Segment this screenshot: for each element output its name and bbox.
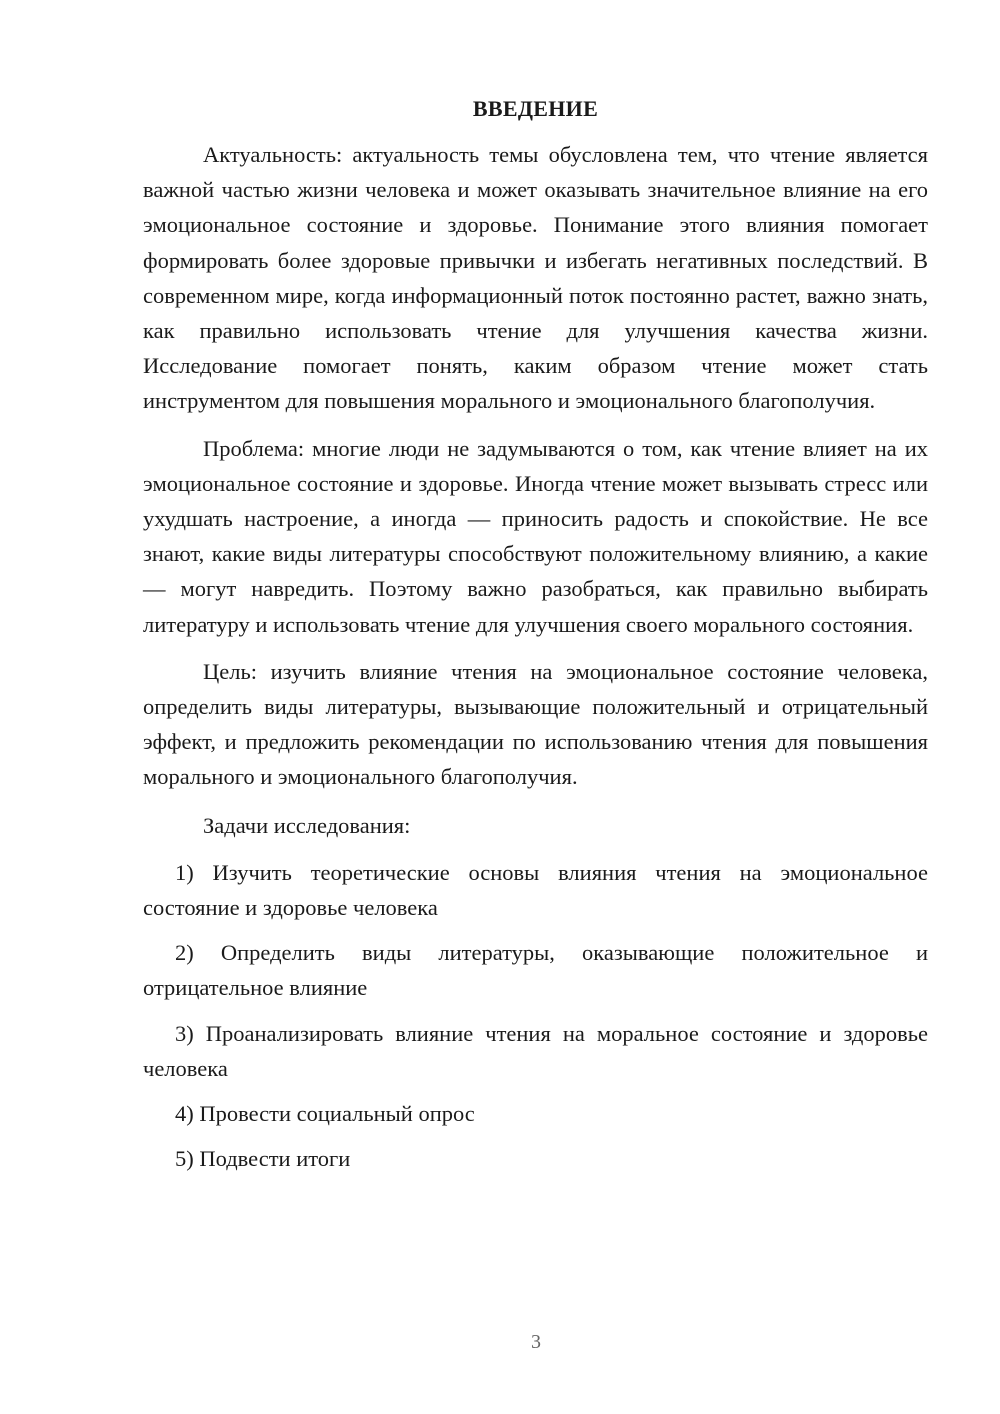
list-item: 5) Подвести итоги [175,1146,351,1172]
tasks-heading: Задачи исследования: [203,812,411,838]
page-number: 3 [531,1331,541,1353]
paragraph-relevance: Актуальность: актуальность темы обусловлена тем, что чтение является важной частью жизни человека и может оказывать значительное влияние на его эмоциональное состояние и здоровье. Понимание этого влияния помогает формировать более здоровые привычки и избегать негативных последствий. В современном мире, когда информационный поток постоянно растет, важно знать, как правильно использовать чтение для улучшения качества жизни. Исследование помогает понять, каким образом чтение может стать инструментом для повышения морального и эмоционального благополучия. [143,142,928,414]
list-item: 3) Проанализировать влияние чтения на моральное состояние и здоровье человека [143,1020,928,1081]
paragraph-goal: Цель: изучить влияние чтения на эмоциональное состояние человека, определить виды литературы, вызывающие положительный и отрицательный эффект, и предложить рекомендации по использованию чтения для повышения морального и эмоционального благополучия. [143,658,928,790]
list-item: 1) Изучить теоретические основы влияния чтения на эмоциональное состояние и здоровье человека [143,859,928,921]
list-item: 2) Определить виды литературы, оказывающие положительное и отрицательное влияние [143,940,928,1001]
page-content [143,94,928,1186]
page-title: ВВЕДЕНИЕ [472,96,599,121]
list-item: 4) Провести социальный опрос [175,1101,475,1127]
paragraph-problem: Проблема: многие люди не задумываются о том, как чтение влияет на их эмоциональное состояние и здоровье. Иногда чтение может вызывать стресс или ухудшать настроение, а иногда — приносить радость и спокойствие. Не все знают, какие виды литературы способствуют положительному влиянию, а какие — могут навредить. Поэтому важно разобраться, как правильно выбирать литературу и использовать чтение для улучшения своего морального состояния. [143,435,928,637]
task-list [143,855,928,1177]
